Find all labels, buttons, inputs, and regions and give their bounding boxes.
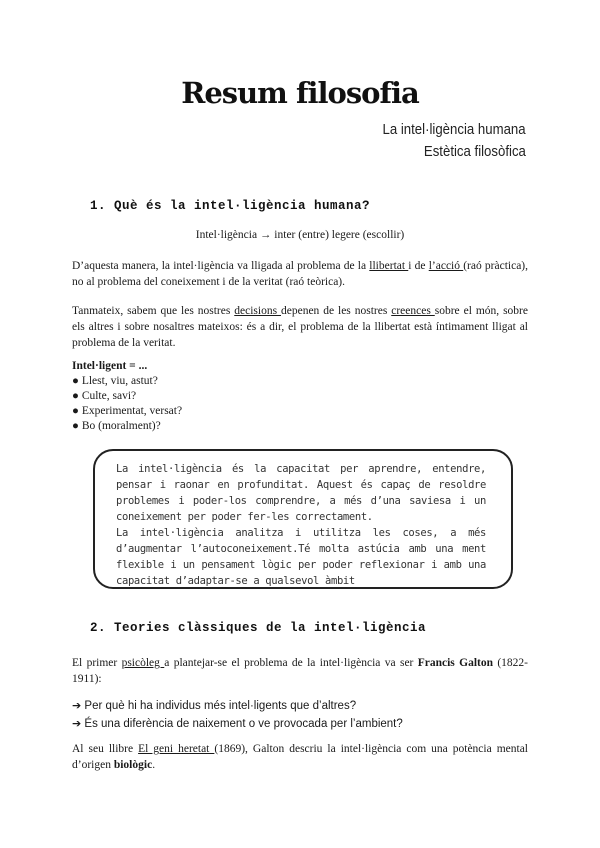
definition-box-text	[116, 461, 486, 589]
paragraph-intelligence-freedom	[72, 258, 528, 290]
bold-name: Francis Galton	[417, 657, 493, 669]
list-item: ● Bo (moralment)?	[72, 420, 161, 432]
question-text: Per què hi ha individus més intel·ligents que d’altres?	[81, 700, 357, 712]
question-list	[72, 697, 403, 733]
underlined-term: llibertat	[369, 260, 409, 272]
question-item	[72, 697, 403, 715]
bold-term: biològic	[113, 759, 153, 771]
definition-paragraph: La intel·ligència és la capacitat per aprendre, entendre, pensar i raonar en profunditat. Aquest és capaç de resoldre problemes i poder-los comprendre, a més d’una saviesa i un coneixement per poder fer-les correctament.	[116, 463, 486, 523]
list-item: ● Culte, savi?	[72, 390, 137, 402]
text: (1869), Galton descriu la intel·ligència com una potència mental d’origen	[72, 743, 528, 771]
etymology-line: Intel·ligència → inter (entre) legere (escollir)	[195, 229, 405, 241]
text: D’aquesta manera, la intel·ligència va lligada al problema de la	[72, 260, 370, 272]
definition-paragraph: La intel·ligència analitza i utilitza les coses, a més d’augmentar l’autoconeixement.Té molta astúcia amb una ment flexible i un pensament lògic per poder reflexionar i amb una capacitat d’adaptar-se a qualsevol àmbit	[116, 527, 486, 587]
text: i de	[408, 260, 429, 272]
text: depenen de les nostres	[280, 305, 392, 317]
paragraph-hereditary-genius	[72, 741, 528, 773]
text: (raó pràctica), no al problema del coneixement i de la veritat (raó teòrica).	[72, 260, 529, 288]
arrow-right-icon: ➔	[72, 717, 82, 730]
paragraph-decisions-beliefs	[72, 303, 528, 351]
subtitle-course: Estètica filosòfica	[424, 143, 526, 160]
text: sobre el món, sobre els altres i sobre nosaltres mateixos: és a dir, el problema de la llibertat està íntimament lligat al problema de la veritat.	[72, 305, 528, 349]
intelligent-list	[72, 359, 182, 434]
section-1-heading: 1. Què és la intel·ligència humana?	[90, 199, 371, 213]
text: Al seu llibre	[72, 743, 139, 755]
arrow-right-icon: ➔	[72, 699, 82, 712]
underlined-term: decisions	[234, 305, 281, 317]
underlined-term: creences	[391, 305, 435, 317]
text: Tanmateix, sabem que les nostres	[72, 305, 235, 317]
paragraph-galton	[72, 655, 528, 687]
underlined-term: l’acció	[428, 260, 464, 272]
list-lead: Intel·ligent = ...	[72, 360, 148, 372]
question-item	[72, 715, 403, 733]
page-title: Resum filosofia	[181, 76, 419, 110]
subtitle-topic: La intel·ligència humana	[382, 121, 526, 138]
underlined-term: psicòleg	[121, 657, 165, 669]
list-item: ● Experimentat, versat?	[72, 405, 183, 417]
text: El primer	[72, 657, 122, 669]
section-2-heading: 2. Teories clàssiques de la intel·ligència	[90, 621, 427, 635]
list-item: ● Llest, viu, astut?	[72, 375, 158, 387]
text: (1822-1911):	[72, 657, 529, 685]
question-text: És una diferència de naixement o ve provocada per l’ambient?	[81, 718, 403, 730]
text: a plantejar-se el problema de la intel·ligència va ser	[164, 657, 418, 669]
text: .	[152, 759, 156, 771]
book-title: El geni heretat	[138, 743, 215, 755]
